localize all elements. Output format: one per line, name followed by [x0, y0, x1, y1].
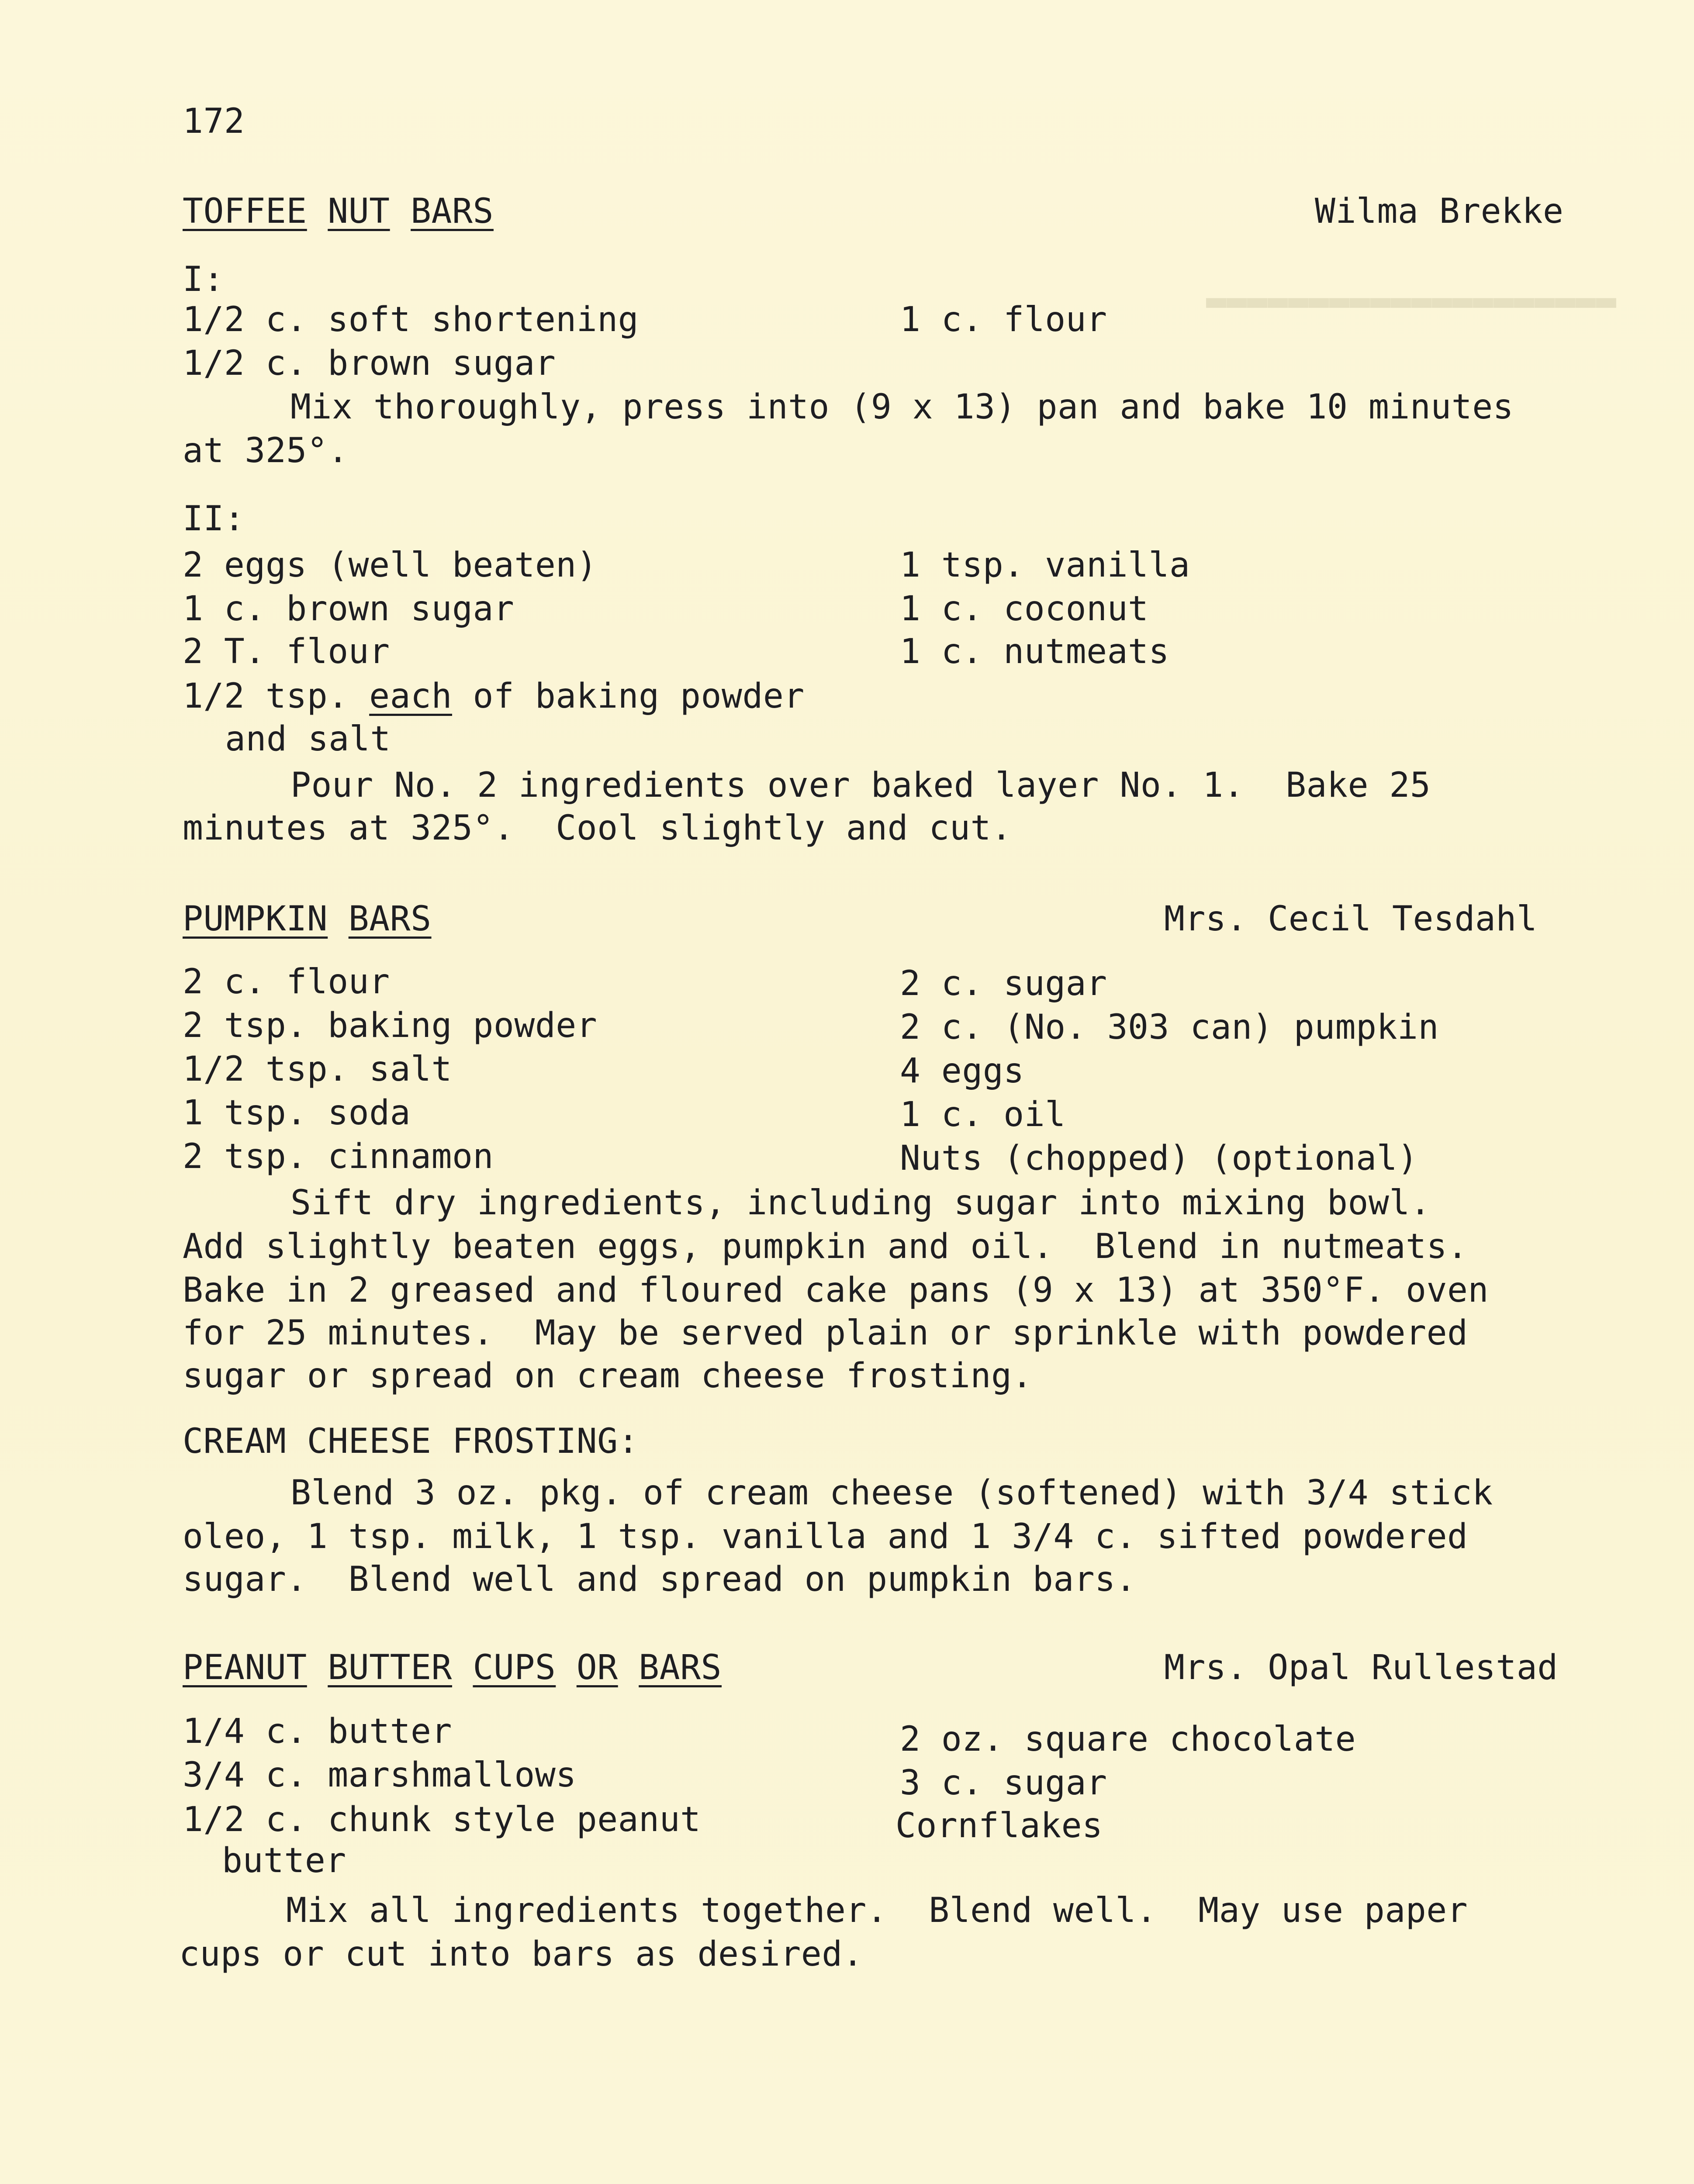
ingredient-left: 2 eggs (well beaten) [183, 546, 598, 585]
ingredient-left: 2 c. flour [183, 962, 390, 1002]
title-word: OR [576, 1648, 618, 1687]
title-word: BUTTER [328, 1648, 452, 1687]
ingredient-left: 3/4 c. marshmallows [183, 1755, 577, 1795]
ingredient-right: 2 c. (No. 303 can) pumpkin [900, 1008, 1439, 1047]
ingredient-right: 1 c. flour [900, 300, 1107, 339]
title-word: NUT [328, 192, 390, 231]
recipe-author: Mrs. Cecil Tesdahl [1164, 899, 1538, 939]
directions-line: cups or cut into bars as desired. [179, 1935, 864, 1974]
title-word: BARS [411, 192, 494, 231]
ingredient-right: 2 c. sugar [900, 964, 1107, 1003]
directions-line: Bake in 2 greased and floured cake pans (9 x 13) at 350°F. oven [183, 1271, 1489, 1310]
directions-line: Sift dry ingredients, including sugar into mixing bowl. [290, 1183, 1431, 1223]
directions-line: for 25 minutes. May be served plain or sprinkle with powdered [183, 1313, 1468, 1353]
title-word: BARS [348, 899, 432, 939]
ingredient-emphasis: each [369, 677, 452, 716]
ingredient-left: 1/2 c. soft shortening [183, 300, 639, 339]
title-word: PEANUT [183, 1648, 307, 1687]
section-label: II: [183, 499, 245, 539]
recipe-author: Mrs. Opal Rullestad [1164, 1648, 1558, 1687]
section-label: I: [183, 260, 224, 299]
ingredient-left: 1/4 c. butter [183, 1712, 452, 1751]
title-word: PUMPKIN [183, 899, 328, 939]
recipe-title-pumpkin-bars [183, 898, 432, 940]
ingredient-left-continuation: and salt [225, 719, 391, 759]
ingredient-left: 2 tsp. baking powder [183, 1006, 598, 1045]
ingredient-left: 1 tsp. soda [183, 1093, 411, 1133]
ingredient-left: 2 T. flour [183, 632, 390, 671]
directions-line: at 325°. [183, 431, 349, 470]
ingredient-left: 1/2 tsp. salt [183, 1050, 452, 1089]
ingredient-right: 1 tsp. vanilla [900, 546, 1190, 585]
page-number: 172 [183, 102, 245, 141]
ingredient-left-continuation: butter [222, 1841, 346, 1880]
ingredient-left: 2 tsp. cinnamon [183, 1137, 494, 1176]
title-word: BARS [639, 1648, 722, 1687]
frosting-title: CREAM CHEESE FROSTING: [183, 1422, 639, 1461]
title-word: TOFFEE [183, 192, 307, 231]
ingredient-right: 1 c. coconut [900, 589, 1149, 629]
ingredient-right: 3 c. sugar [900, 1763, 1107, 1803]
directions-line: Add slightly beaten eggs, pumpkin and oil. Blend in nutmeats. [183, 1227, 1468, 1266]
directions-line: Pour No. 2 ingredients over baked layer No. 1. Bake 25 [290, 766, 1431, 805]
ingredient-left [183, 675, 805, 717]
directions-line: oleo, 1 tsp. milk, 1 tsp. vanilla and 1 3/4 c. sifted powdered [183, 1517, 1468, 1556]
directions-line: sugar. Blend well and spread on pumpkin bars. [183, 1560, 1137, 1599]
directions-line: minutes at 325°. Cool slightly and cut. [183, 809, 1012, 848]
ingredient-suffix: of baking powder [452, 677, 805, 716]
ingredient-right: Nuts (chopped) (optional) [900, 1139, 1418, 1178]
title-word: CUPS [473, 1648, 556, 1687]
ingredient-right: Cornflakes [895, 1806, 1103, 1845]
ingredient-left: 1 c. brown sugar [183, 589, 515, 629]
directions-line: Mix thoroughly, press into (9 x 13) pan and bake 10 minutes [290, 387, 1514, 427]
directions-line: sugar or spread on cream cheese frosting. [183, 1356, 1033, 1396]
directions-line: Mix all ingredients together. Blend well. May use paper [286, 1891, 1468, 1930]
ingredient-right: 4 eggs [900, 1051, 1024, 1091]
ingredient-prefix: 1/2 tsp. [183, 677, 370, 716]
recipe-title-peanut-butter-cups [183, 1647, 722, 1689]
ingredient-right: 1 c. oil [900, 1095, 1066, 1134]
ingredient-right: 1 c. nutmeats [900, 632, 1169, 671]
directions-line: Blend 3 oz. pkg. of cream cheese (softened) with 3/4 stick [290, 1473, 1493, 1513]
bleed-through-shadow: ▬▬▬▬▬▬▬▬▬▬▬▬▬▬▬▬▬▬▬▬ [1206, 281, 1616, 320]
recipe-author: Wilma Brekke [1315, 192, 1564, 231]
ingredient-left: 1/2 c. brown sugar [183, 344, 556, 383]
ingredient-right: 2 oz. square chocolate [900, 1720, 1356, 1759]
recipe-title-toffee-nut-bars [183, 190, 494, 232]
ingredient-left: 1/2 c. chunk style peanut [183, 1800, 701, 1839]
